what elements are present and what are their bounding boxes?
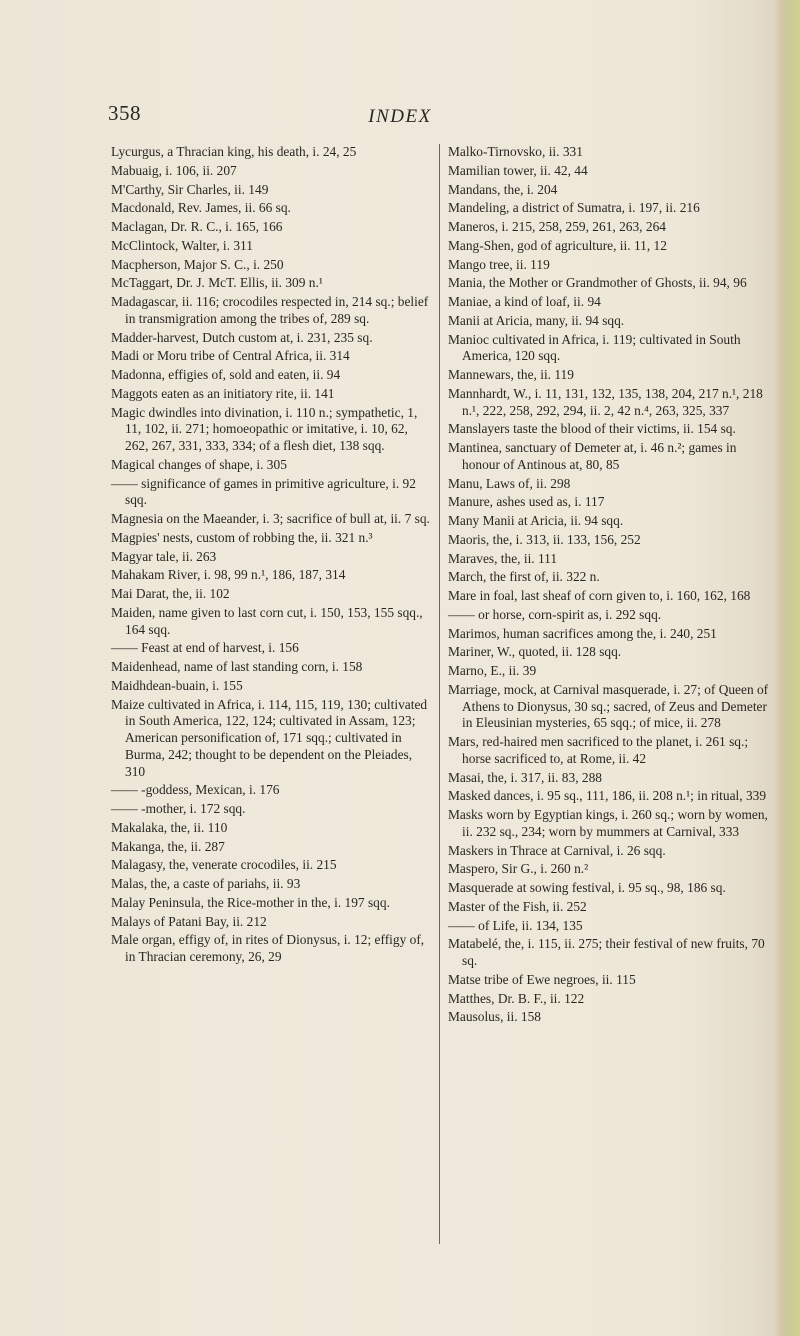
index-entry: Malay Peninsula, the Rice-mother in the, i. 197 sqq.: [111, 894, 390, 910]
index-entry: Maiden, name given to last corn cut, i. 150, 153, 155 sqq., 164 sqq.: [111, 604, 423, 637]
index-entry: —— of Life, ii. 134, 135: [448, 917, 583, 933]
index-entry: Maoris, the, i. 313, ii. 133, 156, 252: [448, 531, 641, 547]
index-entry: Master of the Fish, ii. 252: [448, 898, 587, 914]
index-entry: Makanga, the, ii. 287: [111, 838, 225, 854]
index-entry: Mantinea, sanctuary of Demeter at, i. 46 n.²; games in honour of Antinous at, 80, 85: [448, 440, 737, 472]
index-entry: Maniae, a kind of loaf, ii. 94: [448, 294, 601, 309]
index-entry: Maraves, the, ii. 111: [448, 550, 558, 566]
index-entry: Malas, the, a caste of pariahs, ii. 93: [111, 876, 301, 891]
index-entry: McTaggart, Dr. J. McT. Ellis, ii. 309 n.¹: [111, 275, 323, 291]
page-edge: [774, 0, 800, 1336]
index-entry: M'Carthy, Sir Charles, ii. 149: [111, 181, 269, 197]
index-entry: —— Feast at end of harvest, i. 156: [111, 640, 299, 656]
index-entry: Mango tree, ii. 119: [448, 256, 550, 272]
index-entry: Mare in foal, last sheaf of corn given to, i. 160, 162, 168: [448, 588, 751, 603]
index-entry: Manioc cultivated in Africa, i. 119; cultivated in South America, 120 sqq.: [448, 331, 741, 364]
index-entry: Manu, Laws of, ii. 298: [448, 475, 571, 491]
index-entry: Magical changes of shape, i. 305: [111, 456, 287, 472]
index-entry: Marriage, mock, at Carnival masquerade, i. 27; of Queen of Athens to Dionysus, 30 sq.; sacred, of Zeus and Demeter in Eleusinian mysteries, 65 sqq.; of mice, ii. 278: [448, 681, 769, 731]
index-entry: Mamilian tower, ii. 42, 44: [448, 162, 588, 178]
index-entry: Masai, the, i. 317, ii. 83, 288: [448, 769, 602, 785]
index-entry: Marno, E., ii. 39: [448, 663, 537, 678]
index-entry: Mannewars, the, ii. 119: [448, 367, 574, 382]
index-entry: Malko-Tirnovsko, ii. 331: [448, 144, 583, 159]
page-number: 358: [108, 101, 141, 125]
index-entry: Mariner, W., quoted, ii. 128 sqq.: [448, 644, 622, 660]
column-divider: [439, 144, 440, 1244]
index-entry: Madder-harvest, Dutch custom at, i. 231, 235 sq.: [111, 329, 373, 345]
index-column-right: [448, 144, 772, 1028]
index-entry: Male organ, effigy of, in rites of Dionysus, i. 12; effigy of, in Thracian ceremony, 26, 29: [111, 932, 425, 964]
index-entry: —— significance of games in primitive agriculture, i. 92 sqq.: [111, 475, 416, 508]
index-entry: Mannhardt, W., i. 11, 131, 132, 135, 138, 204, 217 n.¹, 218 n.¹, 222, 258, 292, 294, ii. 2, 42 n.⁴, 263, 325, 337: [448, 385, 763, 418]
index-entry: Mars, red-haired men sacrificed to the planet, i. 261 sq.; horse sacrificed to, at Rome, ii. 42: [448, 734, 749, 766]
index-entry: Mausolus, ii. 158: [448, 1009, 541, 1025]
index-entry: Many Manii at Aricia, ii. 94 sqq.: [448, 513, 624, 528]
index-entry: —— -goddess, Mexican, i. 176: [111, 782, 280, 798]
index-entry: —— -mother, i. 172 sqq.: [111, 801, 246, 816]
index-entry: Maize cultivated in Africa, i. 114, 115, 119, 130; cultivated in South America, 122, 124; cultivated in Assam, 123; American personification of, 171 sqq.; cultivated in Burma, 242; thought to be dependent on the Pleiades, 310: [111, 696, 428, 779]
index-entry: McClintock, Walter, i. 311: [111, 237, 253, 253]
index-entry: Maggots eaten as an initiatory rite, ii. 141: [111, 385, 335, 401]
index-entry: Malagasy, the, venerate crocodiles, ii. 215: [111, 857, 337, 873]
index-entry: Lycurgus, a Thracian king, his death, i. 24, 25: [111, 144, 357, 159]
index-entry: Matse tribe of Ewe negroes, ii. 115: [448, 971, 636, 987]
index-entry: Mandeling, a district of Sumatra, i. 197, ii. 216: [448, 200, 700, 216]
index-entry: Mai Darat, the, ii. 102: [111, 586, 230, 601]
index-entry: Manure, ashes used as, i. 117: [448, 494, 605, 510]
index-entry: Manii at Aricia, many, ii. 94 sqq.: [448, 312, 625, 328]
index-entry: Macpherson, Major S. C., i. 250: [111, 256, 284, 272]
index-entry: Makalaka, the, ii. 110: [111, 819, 228, 835]
index-entry: Mabuaig, i. 106, ii. 207: [111, 162, 237, 178]
running-head: INDEX: [368, 106, 432, 127]
index-entry: Madi or Moru tribe of Central Africa, ii. 314: [111, 348, 350, 364]
index-entry: Marimos, human sacrifices among the, i. 240, 251: [448, 625, 717, 641]
index-entry: Maclagan, Dr. R. C., i. 165, 166: [111, 219, 283, 234]
index-column-left: [111, 144, 433, 968]
index-entry: Masquerade at sowing festival, i. 95 sq., 98, 186 sq.: [448, 880, 726, 895]
index-entry: Madonna, effigies of, sold and eaten, ii. 94: [111, 367, 341, 382]
index-entry: Mania, the Mother or Grandmother of Ghosts, ii. 94, 96: [448, 275, 747, 291]
index-entry: Maidenhead, name of last standing corn, i. 158: [111, 659, 363, 674]
index-entry: March, the first of, ii. 322 n.: [448, 569, 600, 585]
index-entry: Maskers in Thrace at Carnival, i. 26 sqq.: [448, 842, 666, 858]
index-entry: Masks worn by Egyptian kings, i. 260 sq.; worn by women, ii. 232 sq., 234; worn by mummers at Carnival, 333: [448, 807, 768, 839]
index-entry: Maidhdean-buain, i. 155: [111, 677, 243, 693]
index-entry: Mandans, the, i. 204: [448, 181, 558, 197]
index-entry: Magnesia on the Maeander, i. 3; sacrifice of bull at, ii. 7 sq.: [111, 511, 430, 526]
index-entry: Macdonald, Rev. James, ii. 66 sq.: [111, 200, 291, 216]
index-entry: Magpies' nests, custom of robbing the, ii. 321 n.³: [111, 529, 373, 545]
index-entry: Magyar tale, ii. 263: [111, 548, 217, 564]
index-entry: Matthes, Dr. B. F., ii. 122: [448, 990, 585, 1006]
index-entry: Maspero, Sir G., i. 260 n.²: [448, 861, 589, 877]
index-entry: —— or horse, corn-spirit as, i. 292 sqq.: [448, 606, 662, 622]
index-entry: Mang-Shen, god of agriculture, ii. 11, 12: [448, 237, 667, 253]
index-entry: Masked dances, i. 95 sq., 111, 186, ii. 208 n.¹; in ritual, 339: [448, 788, 767, 804]
index-entry: Malays of Patani Bay, ii. 212: [111, 913, 267, 929]
index-entry: Matabelé, the, i. 115, ii. 275; their festival of new fruits, 70 sq.: [448, 936, 765, 968]
index-entry: Mahakam River, i. 98, 99 n.¹, 186, 187, 314: [111, 567, 346, 583]
index-entry: Maneros, i. 215, 258, 259, 261, 263, 264: [448, 219, 666, 234]
index-entry: Manslayers taste the blood of their victims, ii. 154 sq.: [448, 421, 736, 437]
index-entry: Magic dwindles into divination, i. 110 n.; sympathetic, 1, 11, 102, ii. 271; homoeopathic or imitative, i. 10, 62, 262, 267, 331, 333, 334; of a flesh diet, 138 sqq.: [111, 404, 418, 453]
index-entry: Madagascar, ii. 116; crocodiles respected in, 214 sq.; belief in transmigration among the tribes of, 289 sq.: [111, 294, 429, 326]
